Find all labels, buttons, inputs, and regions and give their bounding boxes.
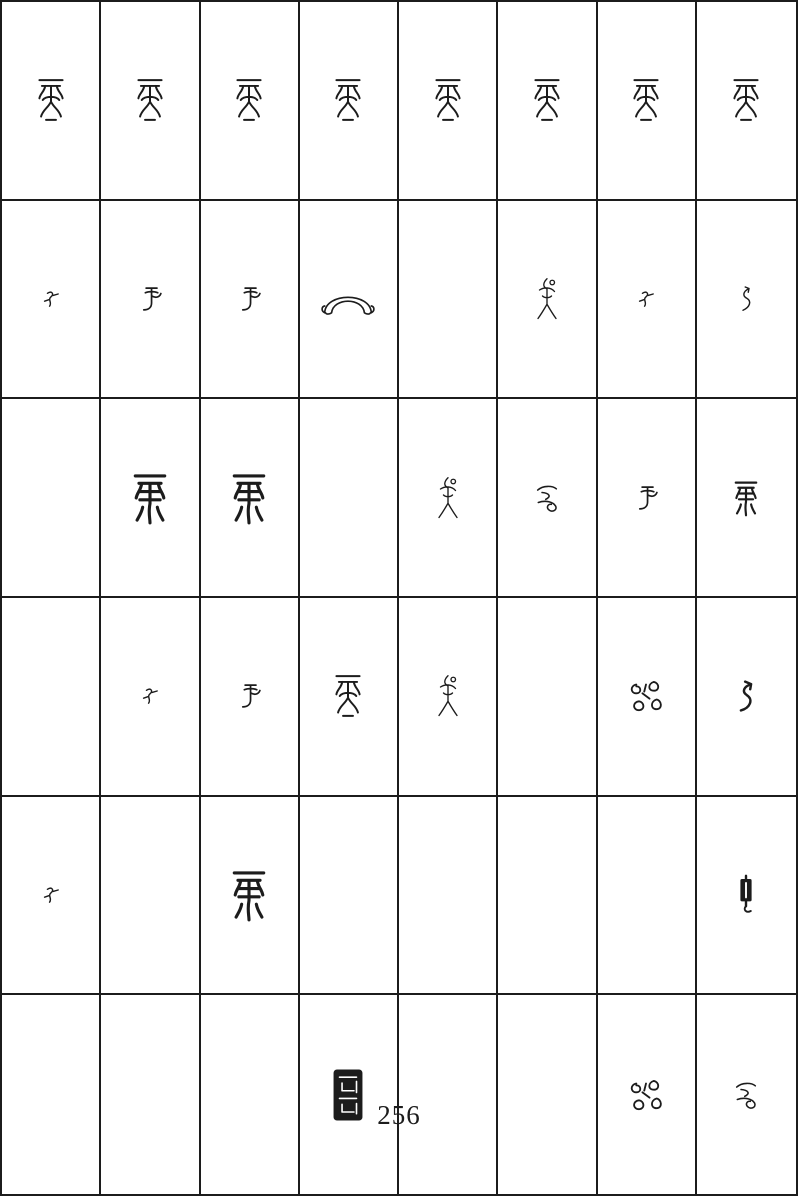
page-number: 256 xyxy=(377,1100,421,1130)
glyph-cell xyxy=(498,797,597,996)
glyph-cell xyxy=(399,797,498,996)
glyph-cell xyxy=(300,201,399,400)
tiny-glyph-icon xyxy=(140,684,160,708)
glyph-cell xyxy=(101,399,200,598)
seal-glyph-icon xyxy=(328,76,368,124)
hook-glyph-icon xyxy=(737,284,755,314)
glyph-cell xyxy=(2,399,101,598)
glyph-cell xyxy=(697,399,796,598)
glyph-cell xyxy=(697,598,796,797)
seal-glyph-icon xyxy=(527,76,567,124)
seal-glyph-icon xyxy=(31,76,71,124)
glyph-cell xyxy=(498,598,597,797)
black-mid-glyph-icon xyxy=(734,874,758,916)
bold-glyph-icon xyxy=(226,867,272,923)
glyph-cell xyxy=(300,399,399,598)
glyph-cell xyxy=(598,2,697,201)
glyph-cell xyxy=(201,399,300,598)
glyph-cell xyxy=(101,995,200,1194)
glyph-cell xyxy=(598,399,697,598)
seal-glyph-icon xyxy=(726,76,766,124)
hook-bold-glyph-icon xyxy=(735,678,757,714)
small-glyph-icon xyxy=(136,282,164,316)
bold-glyph-icon xyxy=(127,470,173,526)
glyph-cell xyxy=(399,201,498,400)
glyph-cell xyxy=(598,598,697,797)
glyph-cell xyxy=(101,598,200,797)
glyph-cell xyxy=(598,995,697,1194)
glyph-cell xyxy=(399,2,498,201)
light-glyph-icon xyxy=(529,275,565,323)
glyph-cell xyxy=(300,2,399,201)
glyph-cell xyxy=(201,995,300,1194)
small-glyph-icon xyxy=(235,282,263,316)
seal-glyph-icon xyxy=(626,76,666,124)
glyph-cell xyxy=(201,2,300,201)
light-glyph-icon xyxy=(430,474,466,522)
small-glyph-icon xyxy=(632,481,660,515)
light-glyph-icon xyxy=(430,672,466,720)
glyph-cell xyxy=(697,995,796,1194)
glyph-cell xyxy=(300,995,399,1194)
glyph-cell xyxy=(2,201,101,400)
glyph-cell xyxy=(399,598,498,797)
glyph-cell xyxy=(697,201,796,400)
glyph-cell xyxy=(101,201,200,400)
glyph-cell xyxy=(300,598,399,797)
glyph-cell xyxy=(399,399,498,598)
glyph-cell xyxy=(697,2,796,201)
glyph-cell xyxy=(201,797,300,996)
seal-glyph-icon xyxy=(130,76,170,124)
glyph-cell xyxy=(598,201,697,400)
glyph-cell xyxy=(498,201,597,400)
tiny-glyph-icon xyxy=(636,287,656,311)
tiny-glyph-icon xyxy=(41,287,61,311)
glyph-cell xyxy=(101,2,200,201)
glyph-cell xyxy=(101,797,200,996)
glyph-cell xyxy=(697,797,796,996)
glyph-cell xyxy=(598,797,697,996)
small-glyph-icon xyxy=(235,679,263,713)
seal-glyph-icon xyxy=(328,672,368,720)
coils-glyph-icon xyxy=(624,674,668,718)
glyph-cell xyxy=(2,797,101,996)
glyph-cell xyxy=(498,399,597,598)
seal-glyph-icon xyxy=(428,76,468,124)
cursive-sm-glyph-icon xyxy=(532,482,562,513)
glyph-cell xyxy=(2,2,101,201)
bold-sm-glyph-icon xyxy=(730,479,762,517)
glyph-cell xyxy=(498,995,597,1194)
arch-glyph-icon xyxy=(318,280,378,318)
glyph-cell xyxy=(2,995,101,1194)
tiny-glyph-icon xyxy=(41,883,61,907)
glyph-cell xyxy=(201,598,300,797)
glyph-cell xyxy=(498,2,597,201)
seal-glyph-icon xyxy=(229,76,269,124)
glyph-cell xyxy=(300,797,399,996)
glyph-cell xyxy=(201,201,300,400)
glyph-cell xyxy=(2,598,101,797)
glyph-cell xyxy=(399,995,498,1194)
bold-glyph-icon xyxy=(226,470,272,526)
